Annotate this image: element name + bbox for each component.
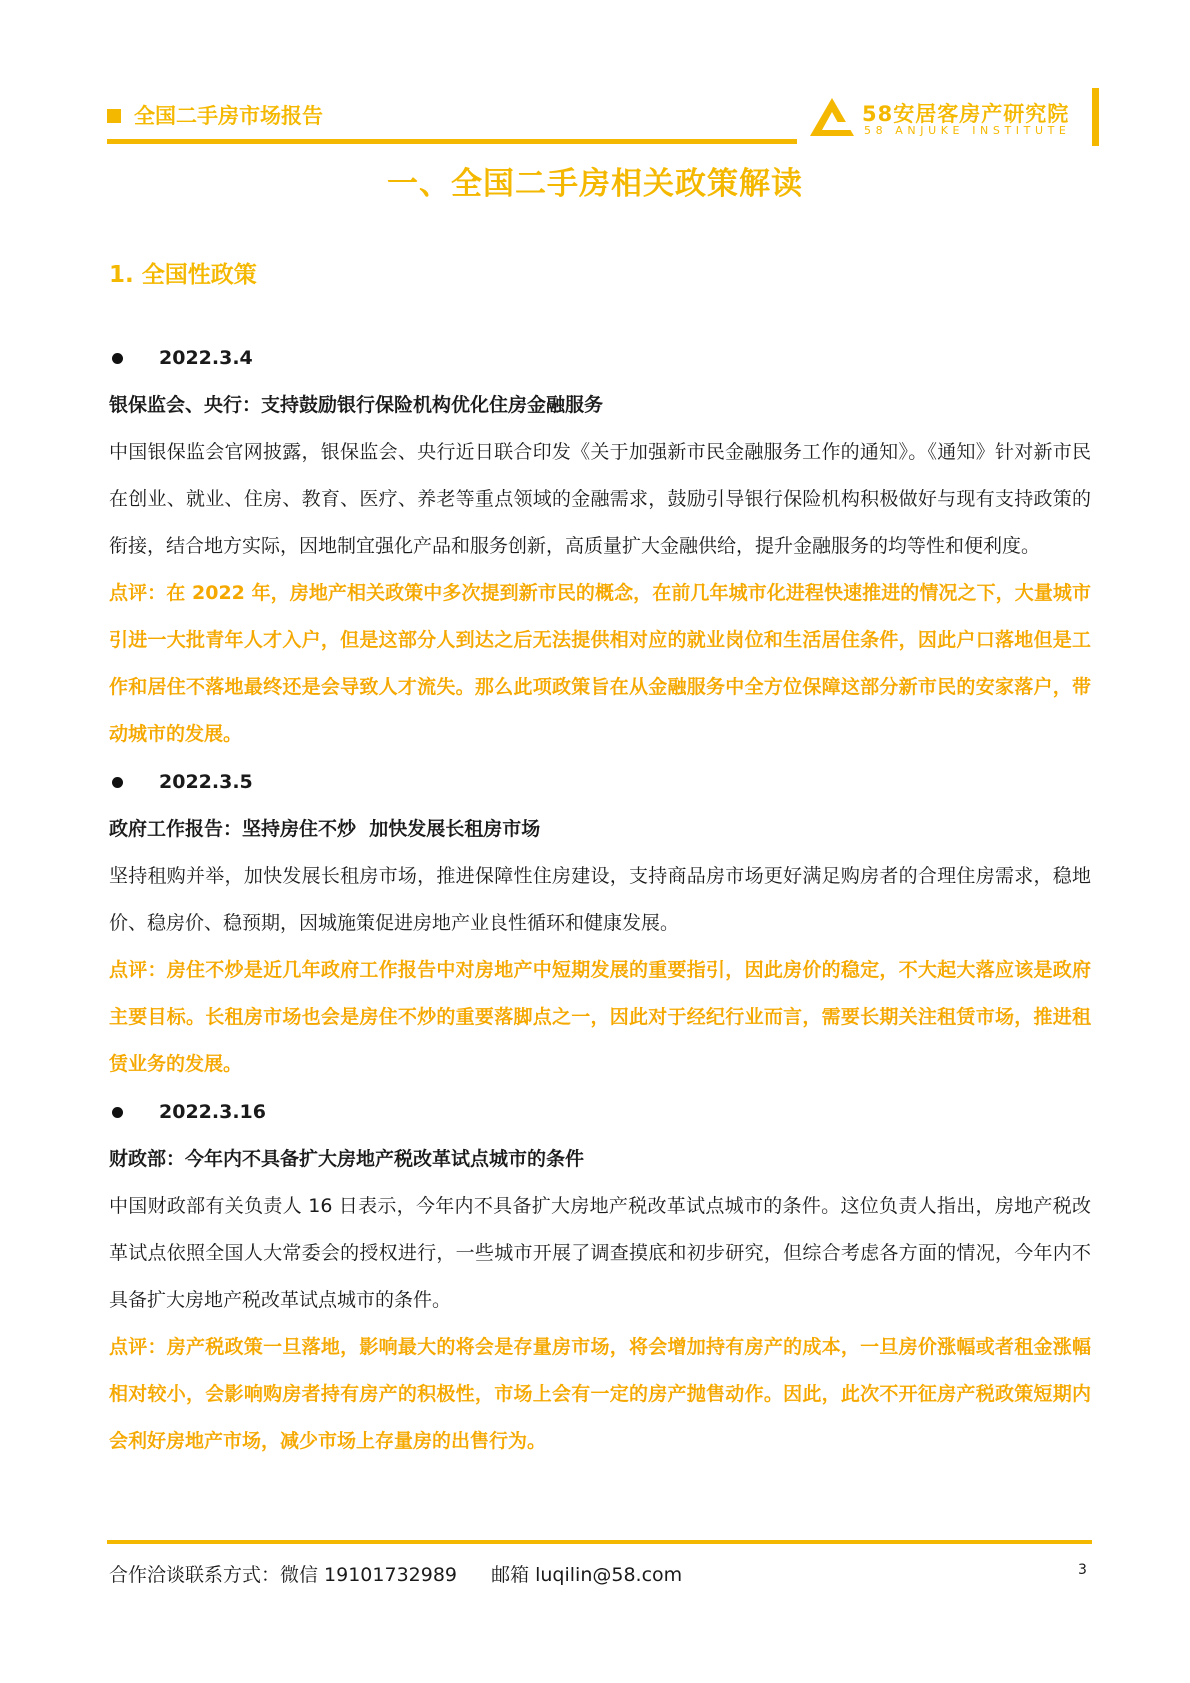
- policy-headline: 政府工作报告：坚持房住不炒 加快发展长租房市场: [109, 818, 541, 840]
- policy-date-row: [109, 1088, 1091, 1136]
- policy-date: 2022.3.5: [159, 771, 253, 793]
- policy-date: 2022.3.16: [159, 1101, 266, 1123]
- policy-entry: [109, 758, 1091, 1088]
- policy-headline: 银保监会、央行：支持鼓励银行保险机构优化住房金融服务: [109, 394, 604, 416]
- policy-comment: 点评：房住不炒是近几年政府工作报告中对房地产中短期发展的重要指引，因此房价的稳定，不大起大落应该是政府主要目标。长租房市场也会是房住不炒的重要落脚点之一，因此对于经纪行业而言，需要长期关注租赁市场，推进租赁业务的发展。: [109, 959, 1091, 1075]
- bullet-icon: [112, 353, 123, 364]
- header-divider: [107, 139, 797, 144]
- page-number: 3: [1078, 1562, 1087, 1578]
- policy-body: 中国财政部有关负责人 16 日表示，今年内不具备扩大房地产税改革试点城市的条件。这位负责人指出，房地产税改革试点依照全国人大常委会的授权进行，一些城市开展了调查摸底和初步研究，但综合考虑各方面的情况，今年内不具备扩大房地产税改革试点城市的条件。: [109, 1195, 1091, 1311]
- page-title: 一、全国二手房相关政策解读: [387, 166, 803, 202]
- policy-entry: [109, 334, 1091, 758]
- logo-text-cn: 58安居客房产研究院: [862, 102, 1070, 126]
- policy-comment: 点评：在 2022 年，房地产相关政策中多次提到新市民的概念，在前几年城市化进程快速推进的情况之下，大量城市引进一大批青年人才入户，但是这部分人到达之后无法提供相对应的就业岗位和生活居住条件，因此户口落地但是工作和居住不落地最终还是会导致人才流失。那么此项政策旨在从金融服务中全方位保障这部分新市民的安家落户，带动城市的发展。: [109, 582, 1091, 745]
- anjuke-logo-icon: [808, 96, 856, 138]
- report-title: 全国二手房市场报告: [134, 104, 323, 128]
- policy-comment: 点评：房产税政策一旦落地，影响最大的将会是存量房市场，将会增加持有房产的成本，一旦房价涨幅或者租金涨幅相对较小，会影响购房者持有房产的积极性，市场上会有一定的房产抛售动作。因此，此次不开征房产税政策短期内会利好房地产市场，减少市场上存量房的出售行为。: [109, 1336, 1091, 1452]
- policy-entry: [109, 1088, 1091, 1465]
- policy-body: 坚持租购并举，加快发展长租房市场，推进保障性住房建设，支持商品房市场更好满足购房者的合理住房需求，稳地价、稳房价、稳预期，因城施策促进房地产业良性循环和健康发展。: [109, 865, 1091, 934]
- footer-contact: [109, 1560, 682, 1587]
- policy-list: [109, 334, 1091, 1465]
- logo-text-en: 58 ANJUKE INSTITUTE: [864, 124, 1071, 137]
- header-square-icon: [107, 109, 121, 123]
- footer-email[interactable]: 邮箱 luqilin@58.com: [491, 1564, 683, 1586]
- policy-headline: 财政部：今年内不具备扩大房地产税改革试点城市的条件: [109, 1148, 585, 1170]
- policy-body: 中国银保监会官网披露，银保监会、央行近日联合印发《关于加强新市民金融服务工作的通知》。《通知》针对新市民在创业、就业、住房、教育、医疗、养老等重点领域的金融需求，鼓励引导银行保险机构积极做好与现有支持政策的衔接，结合地方实际，因地制宜强化产品和服务创新，高质量扩大金融供给，提升金融服务的均等性和便利度。: [109, 441, 1091, 557]
- policy-date: 2022.3.4: [159, 347, 253, 369]
- bullet-icon: [112, 777, 123, 788]
- bullet-icon: [112, 1107, 123, 1118]
- footer-wechat: 合作洽谈联系方式：微信 19101732989: [109, 1564, 458, 1586]
- header-accent-bar: [1092, 88, 1099, 146]
- footer-divider: [107, 1540, 1092, 1544]
- section-title: 1. 全国性政策: [109, 262, 257, 288]
- policy-date-row: [109, 758, 1091, 806]
- policy-date-row: [109, 334, 1091, 382]
